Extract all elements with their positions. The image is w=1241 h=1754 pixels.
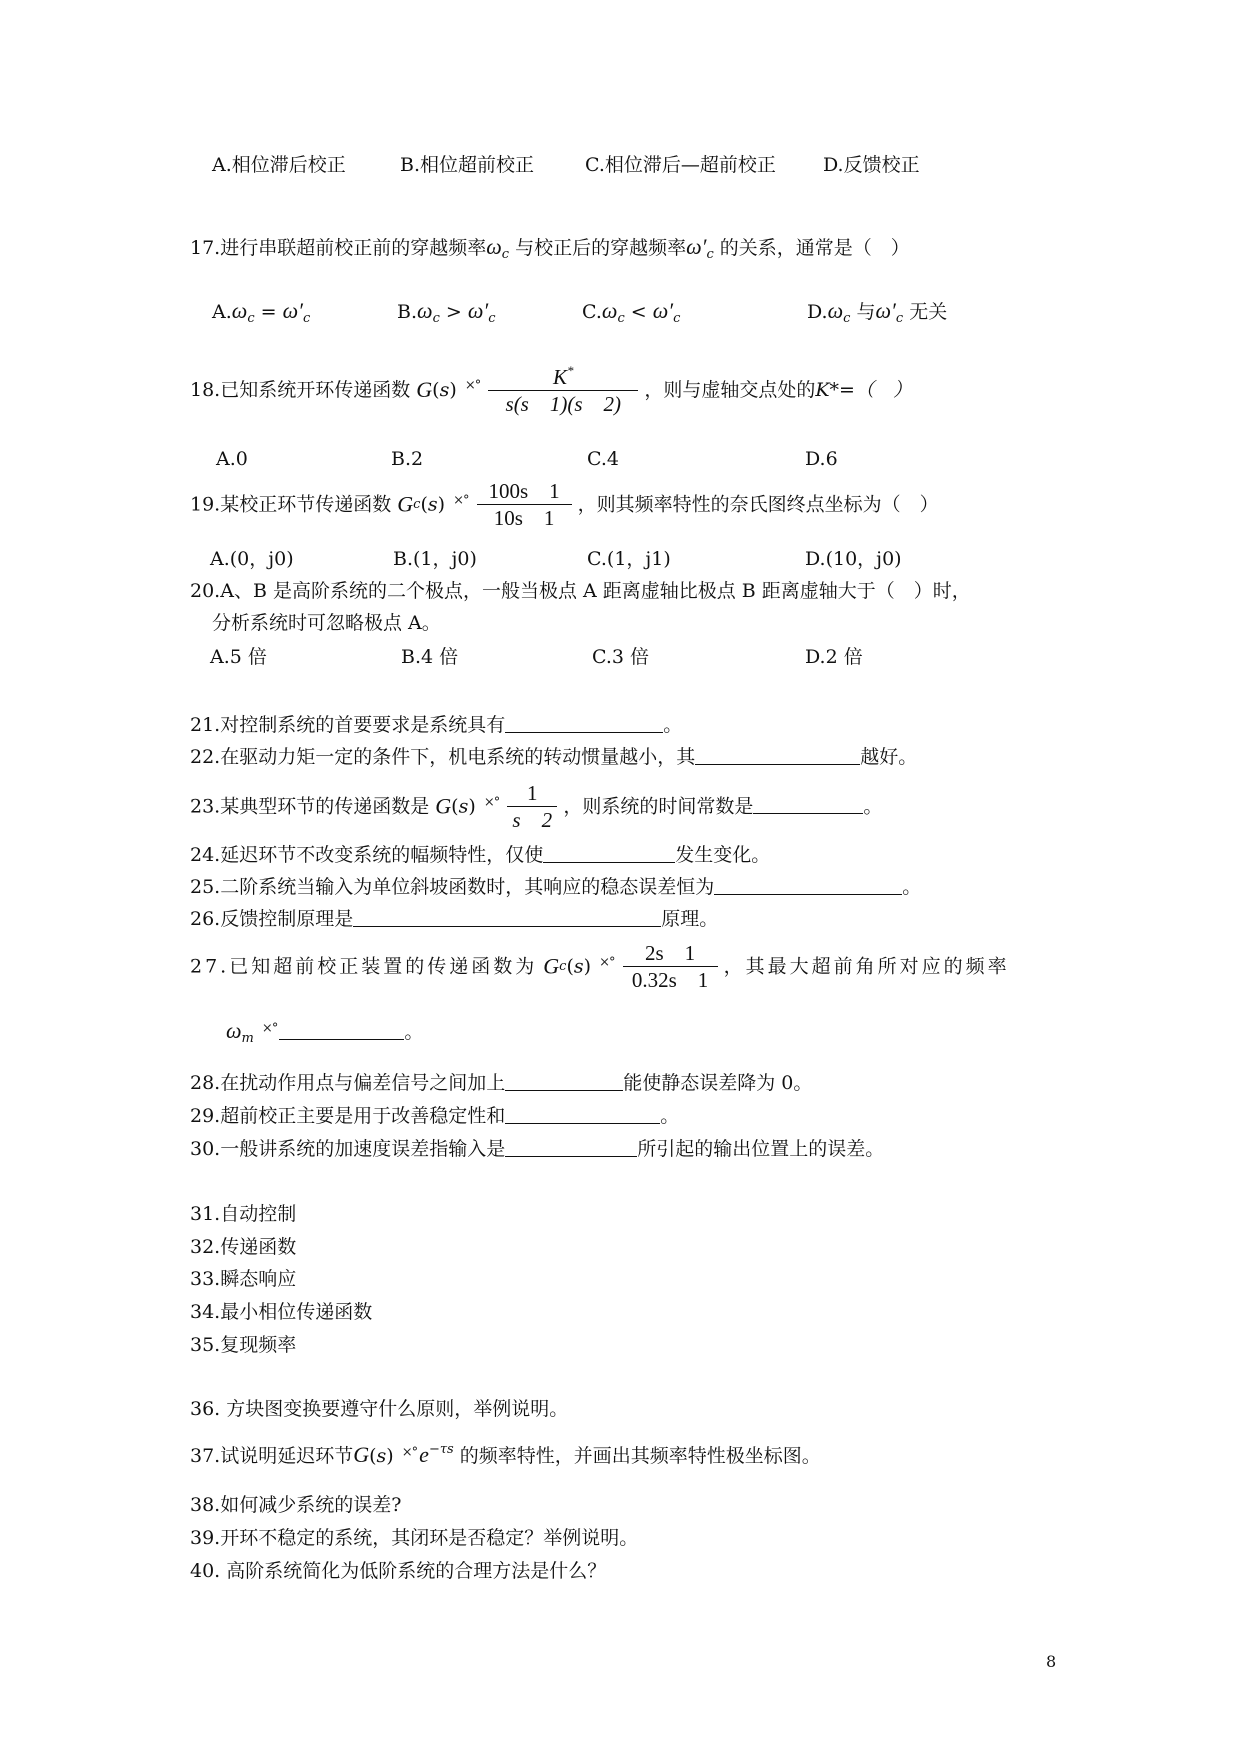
term-31: 31.自动控制 [190, 1203, 297, 1225]
q19-option-c: C.(1，j1) [587, 548, 671, 570]
question-17: 17.进行串联超前校正前的穿越频率$\omega_c$ 与校正后的穿越频率$\omega'_c$ 的关系，通常是（ ） [190, 234, 910, 262]
q19-option-b: B.(1，j0) [393, 548, 477, 570]
q19-option-a: A.(0，j0) [210, 548, 294, 570]
term-34: 34.最小相位传递函数 [190, 1301, 373, 1323]
q16-option-d: D.反馈校正 [823, 154, 920, 176]
question-21: 21.对控制系统的首要要求是系统具有 。 [190, 714, 683, 736]
question-27: 27.已知超前校正装置的传递函数为 Gc(s) ×° $\frac{2s 1}{0.32s 1}$ ，其最大超前角所对应的频率 [190, 941, 1010, 993]
q16-option-b: B.相位超前校正 [400, 154, 535, 176]
answer-blank[interactable] [279, 1021, 404, 1040]
q17-option-b: $B.\omega_c > \omega'_c$ [397, 298, 496, 326]
question-19: 19.某校正环节传递函数 Gc(s) ×° $\frac{100s 1}{10s 1}$ ，则其频率特性的奈氏图终点坐标为（ ） [190, 479, 939, 531]
answer-blank[interactable] [505, 1105, 660, 1124]
answer-blank[interactable] [353, 908, 661, 927]
term-33: 33.瞬态响应 [190, 1268, 297, 1290]
question-25: 25.二阶系统当输入为单位斜坡函数时，其响应的稳态误差恒为 。 [190, 876, 922, 898]
question-37: 37.试说明延迟环节G(s) $^{\times^\circ}e^{-\tau s}$ 的频率特性，并画出其频率特性极坐标图。 [190, 1442, 821, 1467]
q17-option-c: $C.\omega_c < \omega'_c$ [582, 298, 681, 326]
q17-suffix: 的关系，通常是（ ） [719, 237, 910, 259]
question-20-line1: 20.A、B 是高阶系统的二个极点，一般当极点 A 距离虚轴比极点 B 距离虚轴大于（ ）时， [190, 580, 971, 602]
q20-option-d: D.2 倍 [805, 646, 863, 668]
q20-option-c: C.3 倍 [592, 646, 650, 668]
q16-option-a: A.相位滞后校正 [212, 154, 346, 176]
question-36: 36. 方块图变换要遵守什么原则，举例说明。 [190, 1398, 569, 1420]
answer-blank[interactable] [695, 746, 860, 765]
q17-prefix: 17.进行串联超前校正前的穿越频率 [190, 237, 487, 259]
question-27-line2: $\omega_m$ ×° 。 [226, 1018, 424, 1046]
question-40: 40. 高阶系统简化为低阶系统的合理方法是什么？ [190, 1560, 607, 1582]
question-20-line2: 分析系统时可忽略极点 A。 [212, 612, 441, 634]
q18-option-a: A.0 [216, 448, 248, 470]
question-23: 23.某典型环节的传递函数是 G(s) ×° $\frac{1}{s 2}$ ，则系统的时间常数是 。 [190, 781, 883, 833]
q27-fraction: $\frac{2s 1}{0.32s 1}$ [623, 940, 718, 994]
q20-option-b: B.4 倍 [401, 646, 459, 668]
q18-fraction: $\frac{K^*}{s(s 1)(s 2)}$ [488, 363, 638, 418]
q19-fraction: $\frac{100s 1}{10s 1}$ [477, 478, 572, 532]
question-38: 38.如何减少系统的误差? [190, 1494, 402, 1516]
q17-option-d: $D.\omega_c$ 与$\omega'_c$ 无关 [807, 298, 948, 326]
question-18: 18.已知系统开环传递函数 G(s) ×° $\frac{K^*}{s(s 1)(s 2)}$ ，则与虚轴交点处的K*=（ ） [190, 363, 912, 417]
answer-blank[interactable] [753, 795, 863, 814]
answer-blank[interactable] [543, 844, 675, 863]
q20-option-a: A.5 倍 [210, 646, 267, 668]
question-28: 28.在扰动作用点与偏差信号之间加上 能使静态误差降为 0。 [190, 1072, 813, 1094]
q16-option-c: C.相位滞后—超前校正 [585, 154, 776, 176]
question-22: 22.在驱动力矩一定的条件下，机电系统的转动惯量越小，其 越好。 [190, 746, 918, 768]
q17-mid: 与校正后的穿越频率 [515, 237, 687, 259]
answer-blank[interactable] [714, 876, 902, 895]
q17-option-a: $A.\omega_c = \omega'_c$ [212, 298, 311, 326]
answer-blank[interactable] [505, 1072, 623, 1091]
term-32: 32.传递函数 [190, 1236, 297, 1258]
q18-option-b: B.2 [391, 448, 424, 470]
answer-blank[interactable] [505, 714, 663, 733]
question-26: 26.反馈控制原理是 原理。 [190, 908, 719, 930]
q19-option-d: D.(10，j0) [805, 548, 902, 570]
q23-fraction: $\frac{1}{s 2}$ [507, 780, 557, 834]
page-number: 8 [1046, 1652, 1057, 1671]
question-39: 39.开环不稳定的系统，其闭环是否稳定？举例说明。 [190, 1527, 639, 1549]
question-29: 29.超前校正主要是用于改善稳定性和 。 [190, 1105, 680, 1127]
answer-blank[interactable] [505, 1138, 637, 1157]
q18-option-c: C.4 [587, 448, 619, 470]
question-30: 30.一般讲系统的加速度误差指输入是 所引起的输出位置上的误差。 [190, 1138, 885, 1160]
term-35: 35.复现频率 [190, 1334, 297, 1356]
question-24: 24.延迟环节不改变系统的幅频特性，仅使 发生变化。 [190, 844, 771, 866]
q18-option-d: D.6 [805, 448, 838, 470]
